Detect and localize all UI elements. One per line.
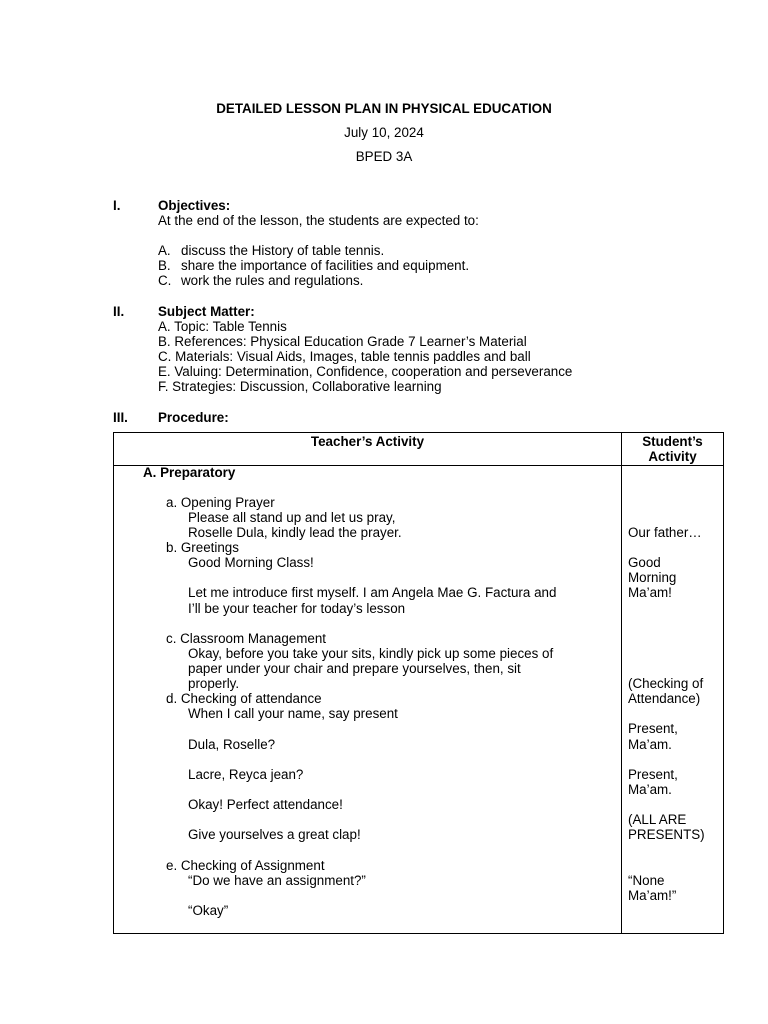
student-line: Morning	[628, 570, 677, 585]
teacher-line: paper under your chair and prepare yourselves, then, sit	[188, 661, 521, 676]
objective-text: share the importance of facilities and equipment.	[181, 258, 470, 273]
activity-heading: c. Classroom Management	[166, 631, 327, 646]
teacher-line: Let me introduce first myself. I am Angela Mae G. Factura and	[188, 585, 557, 600]
lesson-date: July 10, 2024	[344, 125, 424, 140]
objective-letter: C.	[158, 273, 172, 288]
objective-item	[158, 273, 363, 288]
student-line: (Checking of	[628, 676, 704, 691]
student-line: Ma’am.	[628, 782, 672, 797]
subject-matter-item: A. Topic: Table Tennis	[158, 319, 287, 334]
objective-letter: B.	[158, 258, 171, 273]
subject-matter-item: B. References: Physical Education Grade 7 Learner’s Material	[158, 334, 527, 349]
activity-heading: e. Checking of Assignment	[166, 858, 325, 873]
subject-matter-heading: Subject Matter:	[158, 304, 255, 319]
teacher-line: When I call your name, say present	[188, 706, 398, 721]
subject-matter-item: F. Strategies: Discussion, Collaborative learning	[158, 379, 442, 394]
student-line: Ma’am.	[628, 737, 672, 752]
student-line: (ALL ARE	[628, 812, 687, 827]
objectives-heading: Objectives:	[158, 198, 231, 213]
student-line: Good	[628, 555, 661, 570]
subject-matter-item: E. Valuing: Determination, Confidence, cooperation and perseverance	[158, 364, 573, 379]
objective-letter: A.	[158, 243, 171, 258]
objective-text: discuss the History of table tennis.	[181, 243, 385, 258]
student-line: Present,	[628, 767, 678, 782]
teacher-line: Roselle Dula, kindly lead the prayer.	[188, 525, 402, 540]
teacher-line: Please all stand up and let us pray,	[188, 510, 396, 525]
activity-heading: a. Opening Prayer	[166, 495, 275, 510]
student-line: Our father…	[628, 525, 702, 540]
student-activity-cell	[622, 466, 724, 934]
student-line: PRESENTS)	[628, 827, 705, 842]
activity-heading: b. Greetings	[166, 540, 239, 555]
class-section: BPED 3A	[355, 149, 413, 164]
teacher-line: Good Morning Class!	[188, 555, 314, 570]
objectives-numeral: I.	[113, 198, 121, 213]
procedure-numeral: III.	[113, 410, 128, 425]
student-line: “None	[628, 873, 665, 888]
teacher-line: “Do we have an assignment?”	[188, 873, 366, 888]
objective-item	[158, 258, 469, 273]
subject-matter-numeral: II.	[113, 304, 125, 319]
teacher-activity-header: Teacher’s Activity	[114, 433, 622, 466]
teacher-line: Okay, before you take your sits, kindly pick up some pieces of	[188, 646, 554, 661]
student-line: Present,	[628, 721, 678, 736]
student-line: Ma’am!”	[628, 888, 677, 903]
objective-item	[158, 243, 384, 258]
student-line: Ma’am!	[628, 585, 672, 600]
student-header-line: Activity	[648, 449, 697, 464]
student-line: Attendance)	[628, 691, 701, 706]
objectives-intro: At the end of the lesson, the students are expected to:	[158, 213, 479, 228]
teacher-line: properly.	[188, 676, 240, 691]
teacher-line: Okay! Perfect attendance!	[188, 797, 343, 812]
teacher-line: Lacre, Reyca jean?	[188, 767, 304, 782]
procedure-heading: Procedure:	[158, 410, 229, 425]
objective-text: work the rules and regulations.	[181, 273, 364, 288]
subject-matter-item: C. Materials: Visual Aids, Images, table tennis paddles and ball	[158, 349, 531, 364]
student-header-line: Student’s	[642, 434, 703, 449]
teacher-line: I’ll be your teacher for today’s lesson	[188, 601, 406, 616]
activity-heading: d. Checking of attendance	[166, 691, 322, 706]
student-activity-header	[622, 433, 724, 466]
teacher-activity-cell	[114, 466, 622, 934]
document-title: DETAILED LESSON PLAN IN PHYSICAL EDUCATION	[216, 101, 552, 116]
teacher-line: Give yourselves a great clap!	[188, 827, 361, 842]
teacher-line: “Okay”	[188, 903, 229, 918]
teacher-line: Dula, Roselle?	[188, 737, 276, 752]
preparatory-heading: A. Preparatory	[143, 465, 236, 480]
procedure-table	[113, 432, 724, 934]
